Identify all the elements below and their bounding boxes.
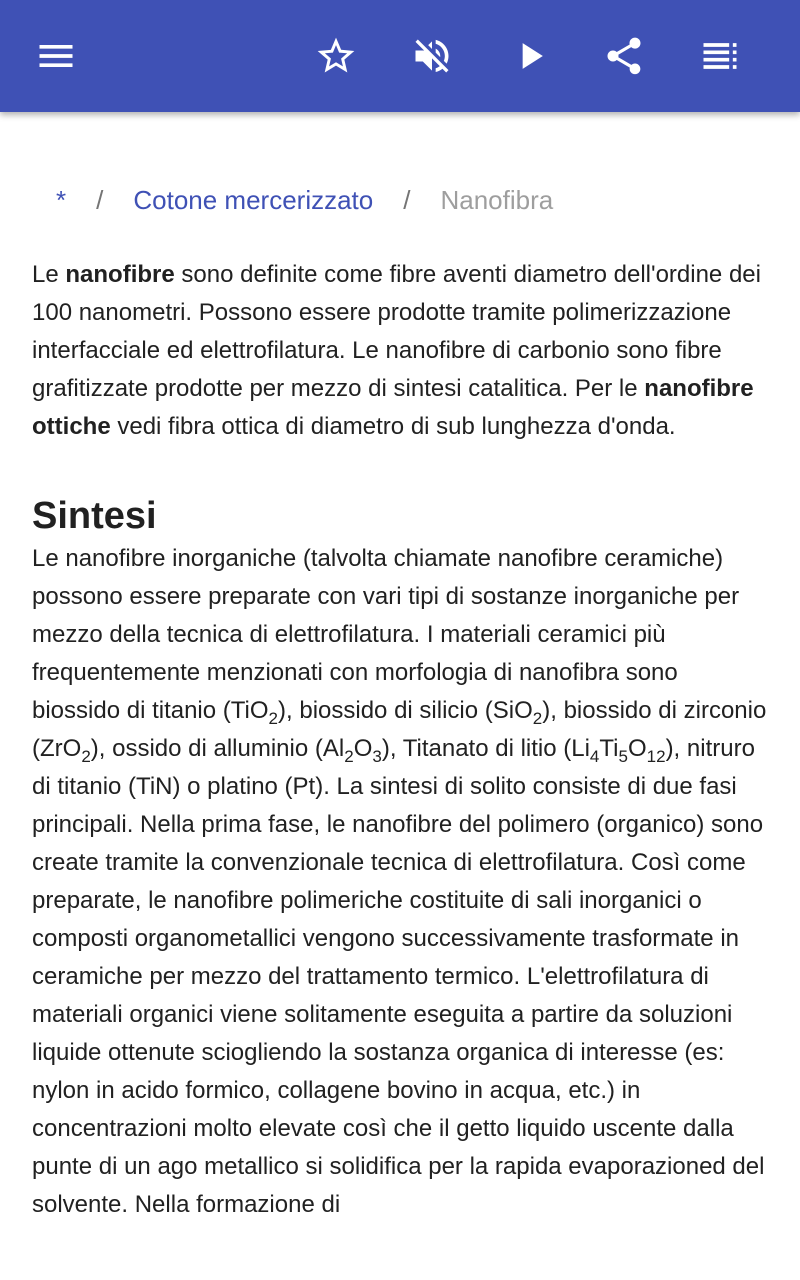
volume-off-icon — [410, 34, 454, 78]
subscript: 12 — [646, 747, 666, 766]
star-outline-icon — [314, 34, 358, 78]
subscript: 2 — [81, 747, 91, 766]
subscript: 5 — [618, 747, 628, 766]
menu-button[interactable] — [28, 28, 84, 84]
breadcrumb-root-link[interactable]: * — [56, 184, 67, 215]
section-text: ), ossido di alluminio (Al — [90, 735, 345, 762]
section-text: ), nitruro di titanio (TiN) o platino (Pt). La sintesi di solito consiste di due fasi principali. Nella prima fase, le nanofibre del polimero (organico) sono create tramite la convenzionale tecnica di elettrofilatura. Così come preparate, le nanofibre polimeriche costituite di sali inorganici o composti organometallici vengono successivamente trasformate in ceramiche per mezzo del trattamento termico. L'elettrofilatura di materiali organici viene solitamente eseguita a partire da soluzioni liquide ottenute sciogliendo la sostanza organica di interesse (es: nylon in acido formico, collagene bovino in acqua, etc.) in concentrazioni molto elevate così che il getto liquido uscente dalla punte di un ago metallico si solidifica per la rapida evaporazioned del solvente. Nella formazione di — [32, 735, 765, 1218]
table-of-contents-icon — [698, 34, 742, 78]
section-paragraph — [32, 540, 772, 1224]
table-of-contents-button[interactable] — [692, 28, 748, 84]
intro-paragraph — [32, 256, 772, 446]
subscript: 2 — [532, 709, 543, 728]
section-text: ), biossido di zirconio (ZrO — [32, 697, 767, 762]
intro-text: Le — [32, 261, 66, 288]
mute-button[interactable] — [404, 28, 460, 84]
play-button[interactable] — [502, 28, 558, 84]
section-text: O — [627, 735, 647, 762]
intro-bold-term: nanofibre — [65, 261, 175, 288]
subscript: 2 — [268, 709, 279, 728]
subscript: 4 — [589, 747, 600, 766]
section-text: ), Titanato di litio (Li — [381, 735, 590, 762]
section-text: ), biossido di silicio (SiO — [278, 697, 533, 724]
intro-text: sono definite come fibre aventi diametro dell'ordine dei 100 nanometri. Possono essere prodotte tramite polimerizzazione interfacciale ed elettrofilatura. Le nanofibre di carbonio sono fibre grafitizzate prodotte per mezzo di sintesi catalitica. Per le — [32, 261, 761, 402]
breadcrumb-separator: / — [96, 184, 104, 215]
play-icon — [508, 34, 552, 78]
intro-bold-term: nanofibre ottiche — [32, 375, 754, 440]
section-heading: Sintesi — [32, 495, 157, 537]
menu-icon — [34, 34, 78, 78]
section-text: Ti — [599, 735, 619, 762]
subscript: 2 — [344, 747, 354, 766]
breadcrumb-separator: / — [403, 184, 411, 215]
section-text: Le nanofibre inorganiche (talvolta chiamate nanofibre ceramiche) possono essere preparate con vari tipi di sostanze inorganiche per mezzo della tecnica di elettrofilatura. I materiali ceramici più frequentemente menzionati con morfologia di nanofibra sono biossido di titanio (TiO — [32, 545, 740, 724]
subscript: 3 — [372, 747, 382, 766]
article-content — [32, 112, 772, 1280]
share-icon — [602, 34, 646, 78]
app-bar — [0, 0, 800, 112]
breadcrumb-parent-link[interactable]: Cotone mercerizzato — [133, 184, 374, 215]
breadcrumb — [32, 182, 772, 218]
intro-text: vedi fibra ottica di diametro di sub lunghezza d'onda. — [110, 413, 676, 440]
favorite-button[interactable] — [308, 28, 364, 84]
breadcrumb-current: Nanofibra — [440, 184, 554, 215]
share-button[interactable] — [596, 28, 652, 84]
section-text: O — [353, 735, 373, 762]
